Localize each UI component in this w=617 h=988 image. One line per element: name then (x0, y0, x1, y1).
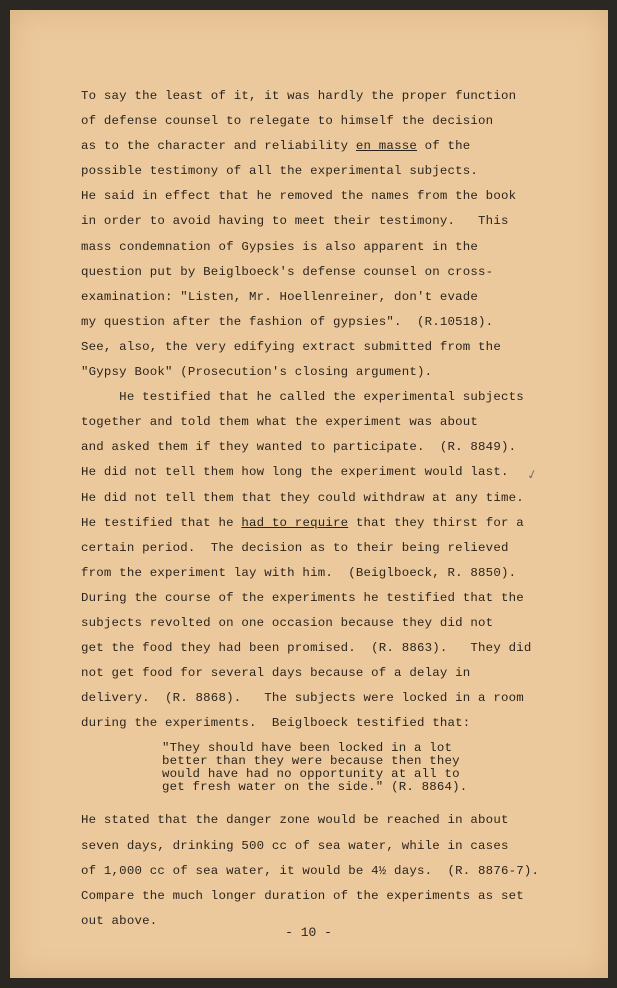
text-line: from the experiment lay with him. (Beiglboeck, R. 8850). (81, 565, 517, 580)
quote-line: would have had no opportunity at all to (162, 767, 460, 782)
page-number: - 10 - (285, 925, 332, 940)
text-line: He did not tell them that they could withdraw at any time. (81, 490, 524, 505)
text-line: He testified that he had to require that they thirst for a (81, 515, 524, 530)
block-quote (81, 742, 551, 794)
text-line: subjects revolted on one occasion because they did not (81, 615, 494, 630)
text-line: He said in effect that he removed the names from the book (81, 189, 517, 204)
text-line: He did not tell them how long the experiment would last. (81, 465, 509, 480)
margin-check-mark: ✓ (525, 466, 540, 485)
quote-line: "They should have been locked in a lot (162, 741, 453, 756)
quote-line: better than they were because then they (162, 754, 460, 769)
text-line: delivery. (R. 8868). The subjects were locked in a room (81, 691, 524, 706)
text-line: out above. (81, 913, 158, 928)
text-line: To say the least of it, it was hardly the proper function (81, 89, 517, 103)
text-line: certain period. The decision as to their being relieved (81, 540, 509, 555)
text-line: get the food they had been promised. (R. 8863). They did (81, 641, 532, 656)
body-text (81, 84, 551, 934)
text-line: my question after the fashion of gypsies". (R.10518). (81, 314, 494, 329)
underlined-phrase: en masse (355, 139, 417, 154)
text-line: See, also, the very edifying extract submitted from the (81, 339, 501, 354)
text-line: During the course of the experiments he testified that the (81, 590, 524, 605)
text-line: during the experiments. Beiglboeck testified that: (81, 716, 471, 731)
text-line: He testified that he called the experimental subjects (81, 390, 524, 405)
text-line: of defense counsel to relegate to himself the decision (81, 114, 494, 129)
quote-line: get fresh water on the side." (R. 8864). (162, 780, 468, 795)
text-line: as to the character and reliability en masse of the (81, 139, 471, 154)
text-line: not get food for several days because of a delay in (81, 666, 471, 681)
text-line: in order to avoid having to meet their testimony. This (81, 214, 509, 229)
text-line: together and told them what the experiment was about (81, 415, 479, 430)
text-line: Compare the much longer duration of the experiments as set (81, 888, 524, 903)
text-line: examination: "Listen, Mr. Hoellenreiner, don't evade (81, 289, 479, 304)
text-line: seven days, drinking 500 cc of sea water, while in cases (81, 838, 509, 853)
text-line: "Gypsy Book" (Prosecution's closing argument). (81, 365, 433, 380)
text-line: possible testimony of all the experimental subjects. (81, 164, 479, 179)
text-line: question put by Beiglboeck's defense counsel on cross- (81, 264, 494, 279)
text-line: He stated that the danger zone would be reached in about (81, 813, 509, 828)
text-line: of 1,000 cc of sea water, it would be 4½ days. (R. 8876-7). (81, 863, 540, 878)
text-line: and asked them if they wanted to participate. (R. 8849). (81, 440, 517, 455)
underlined-phrase: had to require (241, 515, 349, 530)
text-line: mass condemnation of Gypsies is also apparent in the (81, 239, 479, 254)
